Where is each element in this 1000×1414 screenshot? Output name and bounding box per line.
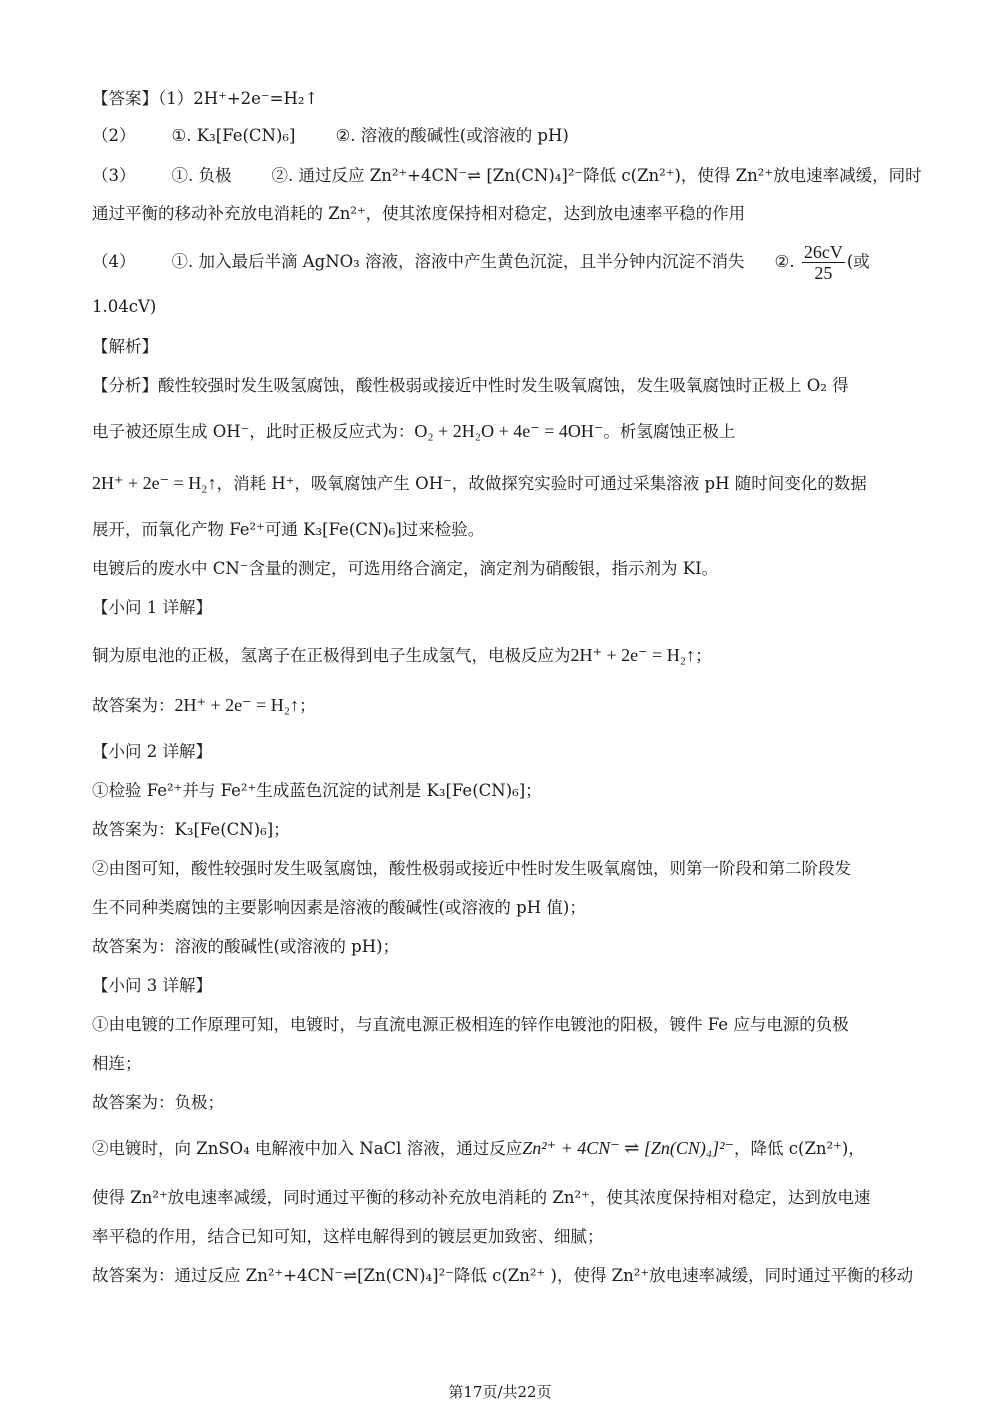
s1-line2-tail: ； [299,696,316,715]
s1-line1-tail: ； [695,646,712,665]
s2-line4: 生不同种类腐蚀的主要影响因素是溶液的酸碱性(或溶液的 pH 值)； [92,898,586,917]
s2-title: 【小问 2 详解】 [92,742,212,761]
answer-label: 【答案】 [92,89,158,108]
s3-line3: 故答案为：负极； [92,1093,224,1112]
q4-fraction [802,242,845,283]
q2-answer-a: ①. K₃[Fe(CN)₆] [171,126,296,145]
s3-line7: 故答案为：通过反应 Zn²⁺+4CN⁻⇌[Zn(CN)₄]²⁻降低 c(Zn²⁺ )，使得 Zn²⁺放电速率减缓，同时通过平衡的移动 [92,1266,914,1285]
s1-answer-equation: 2H⁺ + 2e⁻ = H₂↑ [174,695,300,715]
s2-line3: ②由图可知，酸性较强时发生吸氢腐蚀，酸性极弱或接近中性时发生吸氧腐蚀，则第一阶段和第二阶段发 [92,859,851,878]
fenxi-line4: 展开，而氧化产物 Fe²⁺可通 K₃[Fe(CN)₆]过来检验。 [92,520,485,539]
answer-q1 [92,88,908,110]
s3-line6: 率平稳的作用，结合已知可知，这样电解得到的镀层更加致密、细腻； [92,1227,604,1246]
fraction-denominator: 25 [814,263,833,283]
q4-answer-a: ①. 加入最后半滴 AgNO₃ 溶液，溶液中产生黄色沉淀，且半分钟内沉淀不消失 [171,252,745,271]
zinc-complex-equation: Zn²⁺ + 4CN⁻ ⇌ [Zn(CN)₄]²⁻ [522,1138,735,1158]
answer-q2 [92,125,908,147]
fenxi-line3 [92,472,908,495]
q2-number: （2） [92,126,136,145]
fenxi-line2-text: 电子被还原生成 OH⁻，此时正极反应式为： [92,422,415,441]
s3-line4-text: ②电镀时，向 ZnSO₄ 电解液中加入 NaCl 溶液，通过反应 [92,1139,523,1158]
answer-q4-line2 [92,296,908,318]
fenxi-line2 [92,420,908,443]
q3-number: （3） [92,166,136,185]
answer-q3-line1 [92,165,922,187]
s1-equation: 2H⁺ + 2e⁻ = H₂↑ [570,645,696,665]
q3-answer-b-line1: ②. 通过反应 Zn²⁺+4CN⁻⇌ [Zn(CN)₄]²⁻降低 c(Zn²⁺)，使得 Zn²⁺放电速率减缓，同时 [271,166,922,185]
q4-answer-b-suffix: (或 [846,252,870,271]
s3-line5: 使得 Zn²⁺放电速率减缓，同时通过平衡的移动补充放电消耗的 Zn²⁺，使其浓度保持相对稳定，达到放电速 [92,1188,871,1207]
analysis-label: 【解析】 [92,337,158,356]
s1-line1 [92,644,908,667]
answer-q3-line2 [92,203,908,225]
page-footer: 第17页/共22页 [448,1383,552,1401]
hydrogen-evolution-equation: 2H⁺ + 2e⁻ = H₂↑ [92,473,217,493]
s1-line1-text: 铜为原电池的正极，氢离子在正极得到电子生成氢气，电极反应为 [92,646,571,665]
q1-equation: 2H⁺+2e⁻=H₂↑ [193,89,319,108]
s3-line1: ①由电镀的工作原理可知，电镀时，与直流电源正极相连的锌作电镀池的阳极，镀件 Fe 应与电源的负极 [92,1015,849,1034]
s1-title: 【小问 1 详解】 [92,598,212,617]
s1-line2-text: 故答案为： [92,696,175,715]
s1-line2 [92,694,908,717]
q3-answer-b-line2: 通过平衡的移动补充放电消耗的 Zn²⁺，使其浓度保持相对稳定，达到放电速率平稳的作用 [92,204,746,223]
s3-line4 [92,1137,908,1160]
q4-answer-b-alt: 1.04cV) [92,297,157,316]
fenxi-line5: 电镀后的废水中 CN⁻含量的测定，可选用络合滴定，滴定剂为硝酸银，指示剂为 KI。 [92,559,719,578]
q2-answer-b: ②. 溶液的酸碱性(或溶液的 pH) [335,126,569,145]
q4-number: （4） [92,252,136,271]
q4-answer-b-prefix: ②. [774,252,795,271]
q1-number: （1） [158,89,194,108]
s2-line1: ①检验 Fe²⁺并与 Fe²⁺生成蓝色沉淀的试剂是 K₃[Fe(CN)₆]； [92,781,542,800]
q3-answer-a: ①. 负极 [171,166,232,185]
s3-line2: 相连； [92,1054,142,1073]
s2-line2: 故答案为：K₃[Fe(CN)₆]； [92,820,290,839]
fenxi-line1: 【分析】酸性较强时发生吸氢腐蚀，酸性极弱或接近中性时发生吸氧腐蚀，发生吸氧腐蚀时正极上 O₂ 得 [92,376,849,395]
fenxi-line3-text: ，消耗 H⁺，吸氧腐蚀产生 OH⁻，故做探究实验时可通过采集溶液 pH 随时间变化的数据 [216,474,867,493]
fenxi-line2-tail: 。析氢腐蚀正极上 [603,422,736,441]
answer-q4-line1 [92,240,908,284]
fraction-numerator: 26cV [803,242,843,262]
oxygen-reduction-equation: O₂ + 2H₂O + 4e⁻ = 4OH⁻ [414,421,604,441]
s3-line4-tail: ，降低 c(Zn²⁺)， [734,1139,865,1158]
s2-line5: 故答案为：溶液的酸碱性(或溶液的 pH)； [92,937,400,956]
s3-title: 【小问 3 详解】 [92,976,212,995]
